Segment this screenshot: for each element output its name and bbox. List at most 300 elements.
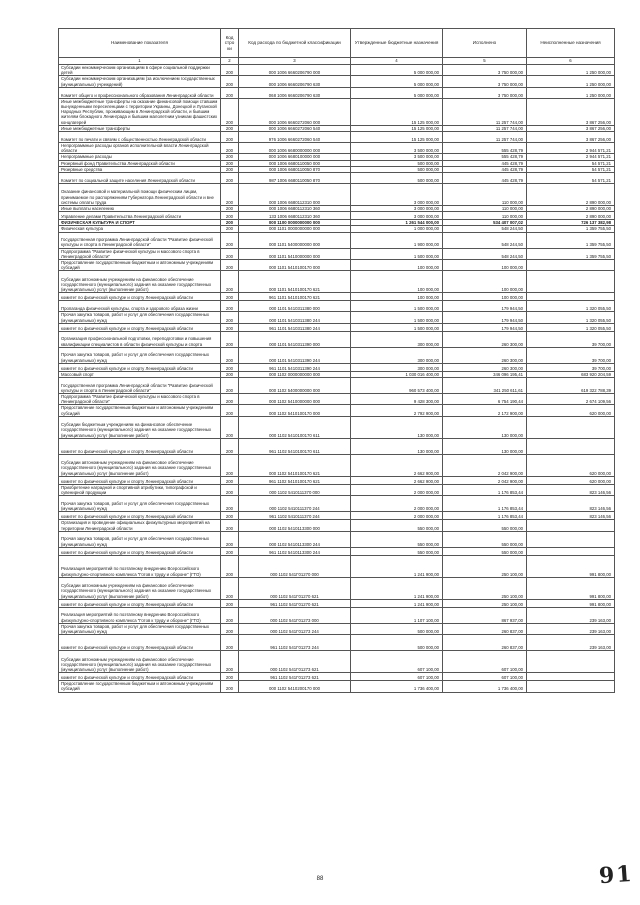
executed-amount-cell: 550 000,00 <box>443 547 527 555</box>
classification-code-cell: 000 1006 6680110050 000 <box>239 160 351 166</box>
executed-amount-cell: 260 837,00 <box>443 623 527 634</box>
table-row <box>59 132 615 143</box>
line-code-cell: 200 <box>221 496 239 512</box>
line-code-cell: 200 <box>221 125 239 131</box>
unexecuted-amount-cell: 620 000,00 <box>527 405 615 416</box>
line-code-cell: 200 <box>221 577 239 599</box>
line-code-cell: 200 <box>221 454 239 476</box>
executed-amount-cell: 1 176 853,44 <box>443 496 527 512</box>
approved-amount-cell: 1 500 000,00 <box>351 323 443 331</box>
line-code-cell: 200 <box>221 260 239 271</box>
indicator-name-cell: ФИЗИЧЕСКАЯ КУЛЬТУРА И СПОРТ <box>59 220 221 226</box>
approved-amount-cell: 300 000,00 <box>351 347 443 363</box>
handwritten-folio-number: 91 <box>598 860 635 890</box>
indicator-name-cell: Прочая закупка товаров, работ и услуг для обеспечения государственных (муниципальных) нужд <box>59 496 221 512</box>
table-row <box>59 673 615 681</box>
unexecuted-amount-cell <box>527 531 615 547</box>
approved-amount-cell: 1 736 400,00 <box>351 681 443 692</box>
indicator-name-cell: Предоставление государственным бюджетным и автономным учреждениям субсидий <box>59 405 221 416</box>
column-number: 2 <box>221 58 239 65</box>
table-row <box>59 301 615 312</box>
unexecuted-amount-cell <box>527 673 615 681</box>
approved-amount-cell: 2 000 000,00 <box>351 496 443 512</box>
classification-code-cell: 000 1102 0000000000 000 <box>239 371 351 377</box>
indicator-name-cell: Комитет общего и профессионального образования Ленинградской области <box>59 87 221 98</box>
executed-amount-cell: 260 300,00 <box>443 331 527 347</box>
unexecuted-amount-cell: 2 890 000,00 <box>527 184 615 206</box>
column-number-row <box>59 58 615 65</box>
line-code-cell: 200 <box>221 623 239 634</box>
classification-code-cell: 000 1102 5400000000 000 <box>239 378 351 394</box>
classification-code-cell: 000 1006 6660272060 000 <box>239 98 351 125</box>
unexecuted-amount-cell: 1 320 055,50 <box>527 312 615 323</box>
classification-code-cell: 000 1006 6660272060 540 <box>239 125 351 131</box>
line-code-cell: 200 <box>221 416 239 438</box>
unexecuted-amount-cell: 619 322 788,39 <box>527 378 615 394</box>
indicator-name-cell: Прочая закупка товаров, работ и услуг для обеспечения государственных (муниципальных) нужд <box>59 347 221 363</box>
approved-amount-cell: 100 000,00 <box>351 271 443 293</box>
line-code-cell: 200 <box>221 220 239 226</box>
approved-amount-cell: 500 000,00 <box>351 623 443 634</box>
line-code-cell: 200 <box>221 520 239 531</box>
classification-code-cell: 000 1102 541Г01273 244 <box>239 623 351 634</box>
classification-code-cell: 000 1006 6680000000 000 <box>239 143 351 154</box>
line-code-cell: 200 <box>221 293 239 301</box>
table-row <box>59 184 615 206</box>
table-row <box>59 65 615 76</box>
executed-amount-cell: 179 944,50 <box>443 323 527 331</box>
line-code-cell: 200 <box>221 160 239 166</box>
line-code-cell: 200 <box>221 607 239 623</box>
line-code-cell: 200 <box>221 681 239 692</box>
executed-amount-cell: 3 750 000,00 <box>443 76 527 87</box>
indicator-name-cell: Государственная программа Ленинградской области "Развитие физической культуры и спорта в Ленинградской области" <box>59 378 221 394</box>
approved-amount-cell: 2 000 000,00 <box>351 484 443 495</box>
table-row <box>59 681 615 692</box>
indicator-name-cell: комитет по физической культуре и спорту Ленинградской области <box>59 673 221 681</box>
classification-code-cell: 961 1102 541Г01270 621 <box>239 599 351 607</box>
unexecuted-amount-cell <box>527 651 615 673</box>
approved-amount-cell: 500 000,00 <box>351 166 443 172</box>
line-code-cell: 200 <box>221 65 239 76</box>
unexecuted-amount-cell: 1 359 755,50 <box>527 226 615 232</box>
approved-amount-cell: 607 100,00 <box>351 651 443 673</box>
executed-amount-cell: 534 407 007,02 <box>443 220 527 226</box>
indicator-name-cell: Субсидии автономным учреждениям на финансовое обеспечение государственного (муниципального) задания на оказание государственных (муниципальных) услуг (выполнение работ) <box>59 577 221 599</box>
line-code-cell: 200 <box>221 226 239 232</box>
indicator-name-cell: Реализация мероприятий по поэтапному внедрению Всероссийского физкультурно-спортивного комплекса "Готов к труду и обороне" (ГТО) <box>59 555 221 577</box>
unexecuted-amount-cell: 991 800,00 <box>527 555 615 577</box>
classification-code-cell: 000 1102 5410100170 000 <box>239 405 351 416</box>
approved-amount-cell: 130 000,00 <box>351 438 443 454</box>
executed-amount-cell: 179 944,50 <box>443 312 527 323</box>
classification-code-cell: 000 1100 0000000000 000 <box>239 220 351 226</box>
executed-amount-cell: 11 257 744,00 <box>443 132 527 143</box>
indicator-name-cell: Субсидии некоммерческим организациям (за исключением государственных (муниципальных) учреждений) <box>59 76 221 87</box>
classification-code-cell: 000 1006 6680100000 000 <box>239 154 351 160</box>
column-number: 1 <box>59 58 221 65</box>
executed-amount-cell: 555 428,79 <box>443 154 527 160</box>
unexecuted-amount-cell: 1 250 000,00 <box>527 65 615 76</box>
classification-code-cell: 000 1101 5410311380 244 <box>239 312 351 323</box>
approved-amount-cell: 2 000 000,00 <box>351 512 443 520</box>
table-row <box>59 599 615 607</box>
classification-code-cell: 987 1006 6680110050 870 <box>239 173 351 184</box>
classification-code-cell: 000 1101 5400000000 000 <box>239 232 351 248</box>
table-row <box>59 476 615 484</box>
budget-execution-table <box>58 28 615 693</box>
classification-code-cell: 961 1102 5410113300 244 <box>239 547 351 555</box>
indicator-name-cell: Управление делами Правительства Ленинградской области <box>59 212 221 220</box>
classification-code-cell: 000 1101 0000000000 000 <box>239 226 351 232</box>
unexecuted-amount-cell: 1 320 055,50 <box>527 323 615 331</box>
unexecuted-amount-cell <box>527 416 615 438</box>
indicator-name-cell: комитет по физической культуре и спорту Ленинградской области <box>59 293 221 301</box>
classification-code-cell: 000 1006 6660206790 000 <box>239 65 351 76</box>
approved-amount-cell: 500 000,00 <box>351 160 443 166</box>
header-indicator-name: Наименование показателя <box>59 29 221 58</box>
table-row <box>59 143 615 154</box>
indicator-name-cell: Оказание финансовой и материальной помощи физическим лицам, принимаемое по распоряжениям Губернатора Ленинградской области и вне системы оплаты труда <box>59 184 221 206</box>
unexecuted-amount-cell <box>527 438 615 454</box>
indicator-name-cell: комитет по физической культуре и спорту Ленинградской области <box>59 323 221 331</box>
line-code-cell: 200 <box>221 476 239 484</box>
indicator-name-cell: Комитет по печати и связям с общественностью Ленинградской области <box>59 132 221 143</box>
header-row <box>59 29 615 58</box>
indicator-name-cell: Прочая закупка товаров, работ и услуг для обеспечения государственных (муниципальных) нужд <box>59 623 221 634</box>
approved-amount-cell: 607 100,00 <box>351 673 443 681</box>
line-code-cell: 200 <box>221 531 239 547</box>
indicator-name-cell: Государственная программа Ленинградской области "Развитие физической культуры и спорта в Ленинградской области" <box>59 232 221 248</box>
indicator-name-cell: комитет по физической культуре и спорту Ленинградской области <box>59 363 221 371</box>
unexecuted-amount-cell: 1 250 000,00 <box>527 76 615 87</box>
approved-amount-cell: 15 125 000,00 <box>351 98 443 125</box>
unexecuted-amount-cell <box>527 260 615 271</box>
table-header <box>59 29 615 65</box>
unexecuted-amount-cell: 3 867 256,00 <box>527 98 615 125</box>
executed-amount-cell: 250 100,00 <box>443 555 527 577</box>
unexecuted-amount-cell: 1 359 755,50 <box>527 248 615 259</box>
unexecuted-amount-cell: 54 571,21 <box>527 173 615 184</box>
classification-code-cell: 000 1102 5410100170 611 <box>239 416 351 438</box>
unexecuted-amount-cell: 1 250 000,00 <box>527 87 615 98</box>
classification-code-cell: 000 1101 5410311390 000 <box>239 331 351 347</box>
line-code-cell: 200 <box>221 212 239 220</box>
executed-amount-cell: 250 100,00 <box>443 599 527 607</box>
executed-amount-cell: 3 750 000,00 <box>443 65 527 76</box>
unexecuted-amount-cell: 239 163,00 <box>527 607 615 623</box>
line-code-cell: 200 <box>221 371 239 377</box>
approved-amount-cell: 5 000 000,00 <box>351 65 443 76</box>
approved-amount-cell: 550 000,00 <box>351 547 443 555</box>
classification-code-cell: 961 1102 5410111370 244 <box>239 512 351 520</box>
executed-amount-cell: 607 100,00 <box>443 651 527 673</box>
classification-code-cell: 000 1006 6680112310 000 <box>239 184 351 206</box>
approved-amount-cell: 300 000,00 <box>351 363 443 371</box>
unexecuted-amount-cell: 239 163,00 <box>527 635 615 651</box>
unexecuted-amount-cell: 2 890 000,00 <box>527 212 615 220</box>
table-row <box>59 248 615 259</box>
indicator-name-cell: Реализация мероприятий по поэтапному внедрению Всероссийского физкультурно-спортивного комплекса "Готов к труду и обороне" (ГТО) <box>59 607 221 623</box>
classification-code-cell: 000 1102 5410113300 000 <box>239 520 351 531</box>
table-row <box>59 312 615 323</box>
indicator-name-cell: Предоставление государственным бюджетным и автономным учреждениям субсидий <box>59 681 221 692</box>
line-code-cell: 200 <box>221 555 239 577</box>
approved-amount-cell: 1 500 000,00 <box>351 312 443 323</box>
indicator-name-cell: комитет по физической культуре и спорту Ленинградской области <box>59 635 221 651</box>
table-row <box>59 512 615 520</box>
indicator-name-cell: Организация профессиональной подготовки, переподготовки и повышения квалификации специалистов в области физической культуры и спорта <box>59 331 221 347</box>
executed-amount-cell: 607 100,00 <box>443 673 527 681</box>
approved-amount-cell: 1 241 900,00 <box>351 577 443 599</box>
indicator-name-cell: комитет по физической культуре и спорту Ленинградской области <box>59 547 221 555</box>
table-row <box>59 378 615 394</box>
executed-amount-cell: 550 000,00 <box>443 531 527 547</box>
unexecuted-amount-cell: 620 000,00 <box>527 454 615 476</box>
line-code-cell: 200 <box>221 394 239 405</box>
approved-amount-cell: 500 000,00 <box>351 173 443 184</box>
unexecuted-amount-cell: 39 700,00 <box>527 347 615 363</box>
approved-amount-cell: 1 900 000,00 <box>351 232 443 248</box>
line-code-cell: 200 <box>221 206 239 212</box>
indicator-name-cell: Иные межбюджетные трансферты <box>59 125 221 131</box>
line-code-cell: 200 <box>221 323 239 331</box>
classification-code-cell: 000 1102 5410200170 000 <box>239 681 351 692</box>
executed-amount-cell: 1 736 400,00 <box>443 681 527 692</box>
unexecuted-amount-cell: 2 674 109,56 <box>527 394 615 405</box>
executed-amount-cell: 179 944,50 <box>443 301 527 312</box>
unexecuted-amount-cell: 239 163,00 <box>527 623 615 634</box>
classification-code-cell: 961 1102 541Г01273 621 <box>239 673 351 681</box>
line-code-cell: 200 <box>221 547 239 555</box>
line-code-cell: 200 <box>221 673 239 681</box>
line-code-cell: 200 <box>221 173 239 184</box>
approved-amount-cell: 960 573 400,00 <box>351 378 443 394</box>
unexecuted-amount-cell: 39 700,00 <box>527 331 615 347</box>
executed-amount-cell: 555 428,79 <box>443 143 527 154</box>
line-code-cell: 200 <box>221 248 239 259</box>
executed-amount-cell: 6 754 190,44 <box>443 394 527 405</box>
executed-amount-cell: 341 250 611,61 <box>443 378 527 394</box>
line-code-cell: 200 <box>221 635 239 651</box>
classification-code-cell: 000 1102 541Г01270 000 <box>239 555 351 577</box>
header-classification-code: Код расхода по бюджетной классификации <box>239 29 351 58</box>
classification-code-cell: 000 1101 5410000000 000 <box>239 248 351 259</box>
executed-amount-cell: 3 750 000,00 <box>443 87 527 98</box>
classification-code-cell: 000 1006 6680112310 360 <box>239 206 351 212</box>
approved-amount-cell: 130 000,00 <box>351 416 443 438</box>
table-row <box>59 484 615 495</box>
approved-amount-cell: 500 000,00 <box>351 635 443 651</box>
table-row <box>59 232 615 248</box>
table-row <box>59 607 615 623</box>
executed-amount-cell: 130 000,00 <box>443 438 527 454</box>
column-number: 6 <box>527 58 615 65</box>
indicator-name-cell: Подпрограмма "Развитие физической культуры и массового спорта в Ленинградской области" <box>59 394 221 405</box>
unexecuted-amount-cell: 3 867 256,00 <box>527 132 615 143</box>
line-code-cell: 200 <box>221 184 239 206</box>
classification-code-cell: 000 1102 5410100170 621 <box>239 454 351 476</box>
line-code-cell: 200 <box>221 347 239 363</box>
classification-code-cell: 000 1006 6680110050 870 <box>239 166 351 172</box>
unexecuted-amount-cell: 683 920 204,59 <box>527 371 615 377</box>
line-code-cell: 200 <box>221 405 239 416</box>
table-row <box>59 394 615 405</box>
executed-amount-cell: 2 042 900,00 <box>443 454 527 476</box>
approved-amount-cell: 1 241 900,00 <box>351 599 443 607</box>
approved-amount-cell: 15 125 000,00 <box>351 132 443 143</box>
executed-amount-cell: 445 428,79 <box>443 160 527 166</box>
classification-code-cell: 000 1006 6660206790 630 <box>239 76 351 87</box>
indicator-name-cell: Субсидии некоммерческим организациям в сфере социальной поддержки детей <box>59 65 221 76</box>
line-code-cell: 200 <box>221 154 239 160</box>
executed-amount-cell: 250 100,00 <box>443 577 527 599</box>
executed-amount-cell: 260 300,00 <box>443 347 527 363</box>
line-code-cell: 200 <box>221 271 239 293</box>
table-row <box>59 363 615 371</box>
unexecuted-amount-cell: 39 700,00 <box>527 363 615 371</box>
unexecuted-amount-cell <box>527 293 615 301</box>
unexecuted-amount-cell: 1 359 755,50 <box>527 232 615 248</box>
approved-amount-cell: 1 500 000,00 <box>351 301 443 312</box>
executed-amount-cell: 110 000,00 <box>443 206 527 212</box>
indicator-name-cell: Субсидии автономным учреждениям на финансовое обеспечение государственного (муниципального) задания на оказание государственных (муниципальных) услуг (выполнение работ) <box>59 651 221 673</box>
table-row <box>59 651 615 673</box>
approved-amount-cell: 1 030 016 400,00 <box>351 371 443 377</box>
indicator-name-cell: Резервные средства <box>59 166 221 172</box>
executed-amount-cell: 260 837,00 <box>443 635 527 651</box>
classification-code-cell: 000 1101 5410100170 621 <box>239 271 351 293</box>
unexecuted-amount-cell: 1 320 055,50 <box>527 301 615 312</box>
indicator-name-cell: Подпрограмма "Развитие физической культуры и массового спорта в Ленинградской области" <box>59 248 221 259</box>
table-row <box>59 347 615 363</box>
unexecuted-amount-cell <box>527 271 615 293</box>
line-code-cell: 200 <box>221 599 239 607</box>
table-row <box>59 547 615 555</box>
table-row <box>59 323 615 331</box>
executed-amount-cell: 100 000,00 <box>443 293 527 301</box>
header-unexecuted: Неисполненные назначения <box>527 29 615 58</box>
executed-amount-cell: 550 000,00 <box>443 520 527 531</box>
indicator-name-cell: Физическая культура <box>59 226 221 232</box>
line-code-cell: 200 <box>221 232 239 248</box>
unexecuted-amount-cell: 823 146,56 <box>527 496 615 512</box>
header-line-code: Код стро ки <box>221 29 239 58</box>
classification-code-cell: 000 1101 5410311380 000 <box>239 301 351 312</box>
classification-code-cell: 000 1101 5410100170 000 <box>239 260 351 271</box>
approved-amount-cell: 3 500 000,00 <box>351 154 443 160</box>
classification-code-cell: 961 1102 541Г01273 244 <box>239 635 351 651</box>
line-code-cell: 200 <box>221 312 239 323</box>
line-code-cell: 200 <box>221 378 239 394</box>
executed-amount-cell: 2 042 900,00 <box>443 476 527 484</box>
approved-amount-cell: 5 000 000,00 <box>351 76 443 87</box>
executed-amount-cell: 110 000,00 <box>443 212 527 220</box>
approved-amount-cell: 1 500 000,00 <box>351 248 443 259</box>
executed-amount-cell: 548 244,50 <box>443 248 527 259</box>
table-row <box>59 260 615 271</box>
classification-code-cell: 961 1101 5410100170 621 <box>239 293 351 301</box>
indicator-name-cell: Прочая закупка товаров, работ и услуг для обеспечения государственных (муниципальных) нужд <box>59 531 221 547</box>
approved-amount-cell: 1 000 000,00 <box>351 226 443 232</box>
indicator-name-cell: Приобретение наградной и спортивной атрибутики, типографской и сувенирной продукции <box>59 484 221 495</box>
table-row <box>59 555 615 577</box>
header-executed: Исполнено <box>443 29 527 58</box>
approved-amount-cell: 3 000 000,00 <box>351 184 443 206</box>
classification-code-cell: 961 1102 5410100170 611 <box>239 438 351 454</box>
unexecuted-amount-cell: 991 800,00 <box>527 599 615 607</box>
line-code-cell: 200 <box>221 98 239 125</box>
indicator-name-cell: Непрограммные расходы органов исполнительной власти Ленинградской области <box>59 143 221 154</box>
approved-amount-cell: 2 662 900,00 <box>351 476 443 484</box>
indicator-name-cell: комитет по физической культуре и спорту Ленинградской области <box>59 599 221 607</box>
approved-amount-cell: 9 428 300,00 <box>351 394 443 405</box>
line-code-cell: 200 <box>221 132 239 143</box>
executed-amount-cell: 346 096 195,41 <box>443 371 527 377</box>
line-code-cell: 200 <box>221 438 239 454</box>
table-row <box>59 635 615 651</box>
approved-amount-cell: 1 261 544 000,00 <box>351 220 443 226</box>
executed-amount-cell: 110 000,00 <box>443 184 527 206</box>
unexecuted-amount-cell <box>527 520 615 531</box>
classification-code-cell: 000 1102 5410111370 244 <box>239 496 351 512</box>
table-row <box>59 454 615 476</box>
approved-amount-cell: 100 000,00 <box>351 260 443 271</box>
page-number: 88 <box>316 876 324 882</box>
classification-code-cell: 133 1006 6680112310 360 <box>239 212 351 220</box>
unexecuted-amount-cell: 726 137 382,98 <box>527 220 615 226</box>
unexecuted-amount-cell <box>527 547 615 555</box>
indicator-name-cell: комитет по физической культуре и спорту Ленинградской области <box>59 476 221 484</box>
table-row <box>59 496 615 512</box>
column-number: 4 <box>351 58 443 65</box>
table-row <box>59 76 615 87</box>
indicator-name-cell: Резервный фонд Правительства Ленинградской области <box>59 160 221 166</box>
line-code-cell: 200 <box>221 166 239 172</box>
table-row <box>59 98 615 125</box>
table-row <box>59 271 615 293</box>
executed-amount-cell: 100 000,00 <box>443 260 527 271</box>
approved-amount-cell: 100 000,00 <box>351 293 443 301</box>
line-code-cell: 200 <box>221 512 239 520</box>
table-row <box>59 416 615 438</box>
approved-amount-cell: 550 000,00 <box>351 531 443 547</box>
table-row <box>59 438 615 454</box>
classification-code-cell: 000 1101 5410311390 244 <box>239 347 351 363</box>
table-row <box>59 520 615 531</box>
executed-amount-cell: 548 244,50 <box>443 232 527 248</box>
table-row <box>59 531 615 547</box>
executed-amount-cell: 867 937,00 <box>443 607 527 623</box>
executed-amount-cell: 100 000,00 <box>443 271 527 293</box>
executed-amount-cell: 11 257 744,00 <box>443 125 527 131</box>
classification-code-cell: 000 1102 5410113300 244 <box>239 531 351 547</box>
indicator-name-cell: Предоставление государственным бюджетным и автономным учреждениям субсидий <box>59 260 221 271</box>
indicator-name-cell: Прочая закупка товаров, работ и услуг для обеспечения государственных (муниципальных) нужд <box>59 312 221 323</box>
indicator-name-cell: Иные межбюджетные трансферты на оказание финансовой помощи ставшим вынужденными переселенцами с территории Украины, Донецкой и Луганской Народных Республик, проживающим в Ленинградской области, и бывшим жителям блокадного Ленинграда и бывшим малолетним узникам фашистских концлагерей <box>59 98 221 125</box>
executed-amount-cell: 11 257 744,00 <box>443 98 527 125</box>
unexecuted-amount-cell: 3 867 256,00 <box>527 125 615 131</box>
approved-amount-cell: 15 125 000,00 <box>351 125 443 131</box>
line-code-cell: 200 <box>221 87 239 98</box>
unexecuted-amount-cell: 991 800,00 <box>527 577 615 599</box>
unexecuted-amount-cell: 823 146,56 <box>527 512 615 520</box>
line-code-cell: 200 <box>221 331 239 347</box>
executed-amount-cell: 445 428,79 <box>443 166 527 172</box>
line-code-cell: 200 <box>221 484 239 495</box>
indicator-name-cell: Субсидии автономным учреждениям на финансовое обеспечение государственного (муниципального) задания на оказание государственных (муниципальных) услуг (выполнение работ) <box>59 454 221 476</box>
line-code-cell: 200 <box>221 363 239 371</box>
